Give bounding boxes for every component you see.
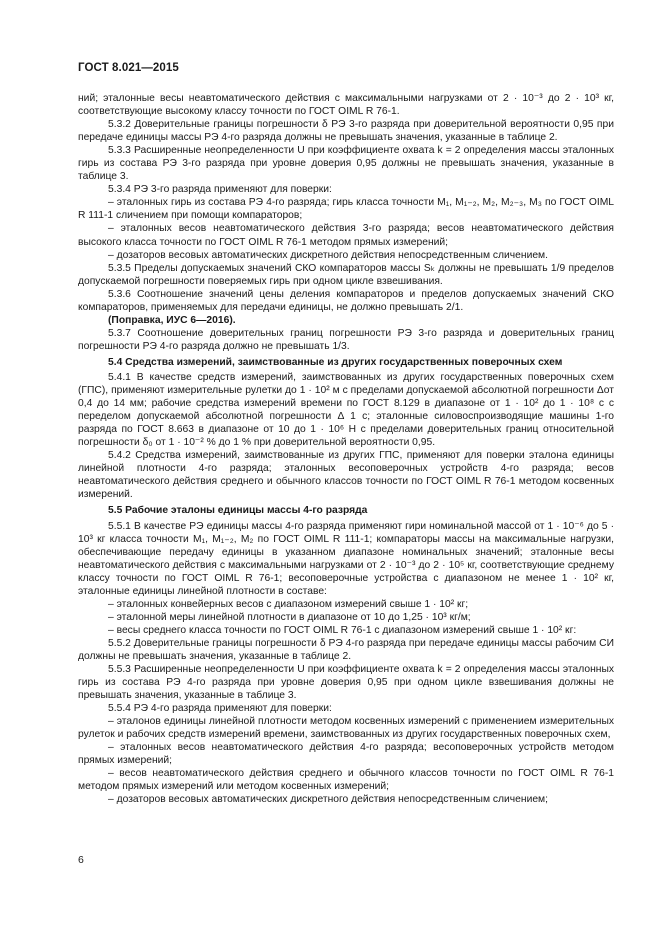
section-heading: 5.5 Рабочие эталоны единицы массы 4-го разряда <box>108 505 368 517</box>
document-header: ГОСТ 8.021—2015 <box>78 62 179 74</box>
paragraph: 5.3.3 Расширенные неопределенности U при коэффициенте охвата k = 2 определения массы эталонных гирь из состава РЭ 3-го разряда при уровне доверия 0,95 должны не превышать значения, указанные в таблице 3. <box>78 145 614 183</box>
paragraph: ний; эталонные весы неавтоматического действия с максимальными нагрузками от 2 · 10⁻³ до 2 · 10³ кг, соответствующие высокому классу точности по ГОСТ OIML R 76-1. <box>78 93 614 118</box>
list-item: – дозаторов весовых автоматических дискретного действия непосредственным сличением; <box>108 794 548 806</box>
list-item: – эталонных гирь из состава РЭ 4-го разряда; гирь класса точности M₁, M₁₋₂, M₂, M₂₋₃, M₃ по ГОСТ OIML R 111-1 сличением при помощи компараторов; <box>78 197 614 222</box>
list-item: – эталонов единицы линейной плотности методом косвенных измерений с применением измерительных рулеток и рабочих средств измерений времени, заимствованных из других государственных поверочных схем, <box>78 716 614 741</box>
paragraph: 5.3.5 Пределы допускаемых значений СКО компараторов массы Sₖ должны не превышать 1/9 пределов допускаемой погрешности поверяемых гирь при одном цикле взвешивания. <box>78 262 614 287</box>
paragraph: 5.5.3 Расширенные неопределенности U при коэффициенте охвата k = 2 определения массы эталонных гирь из состава РЭ 4-го разряда при уровне доверия 0,95 при одном цикле взвешивания должны не превышать значения, указанные в таблице 3. <box>78 664 614 702</box>
paragraph: 5.3.2 Доверительные границы погрешности δ РЭ 3-го разряда при доверительной вероятности 0,95 при передаче единицы массы РЭ 4-го разряда должны не превышать значения, указанные в таблице 2. <box>78 119 614 144</box>
paragraph: 5.3.7 Соотношение доверительных границ погрешности РЭ 3-го разряда и доверительных границ погрешности РЭ 4-го разряда должно не превышать 1/3. <box>78 327 614 352</box>
list-item: – эталонных весов неавтоматического действия 3-го разряда; весов неавтоматического действия высокого класса точности по ГОСТ OIML R 76-1 методом прямых измерений; <box>78 223 614 248</box>
list-item: – весы среднего класса точности по ГОСТ OIML R 76-1 с диапазоном измерений свыше 1 · 10² кг: <box>108 624 577 636</box>
amendment-note: (Поправка, ИУС 6—2016). <box>108 314 236 326</box>
paragraph: 5.4.2 Средства измерений, заимствованные из других ГПС, применяют для поверки эталона единицы линейной плотности 4-го разряда; эталонных весоповерочных устройств 4-го разряда; весов неавтоматического действия среднего и обычного классов точности по ГОСТ OIML R 76-1 методом косвенных измерений. <box>78 450 614 501</box>
page-number: 6 <box>78 854 84 866</box>
document-body <box>78 92 614 807</box>
paragraph: 5.3.6 Соотношение значений цены деления компараторов и пределов допускаемых значений СКО компараторов, применяемых для передачи единицы, не должно превышать 2/1. <box>78 288 614 313</box>
paragraph: 5.4.1 В качестве средств измерений, заимствованных из других государственных поверочных схем (ГПС), применяют измерительные рулетки до 1 · 10² м с пределами допускаемой абсолютной погрешности Δот 0,4 до 14 мм; рабочие средства измерений времени по ГОСТ 8.129 в диапазоне от 1 · 10² до 1 · 10⁸ с с переделом допускаемой абсолютной погрешности Δ 1 с; эталонные силовоспроизводящие машины 1-го разряда по ГОСТ 8.663 в диапазоне от 10 до 1 · 10⁶ Н с пределами доверительных границ относительной погрешности δ₀ от 1 · 10⁻² % до 1 % при доверительной вероятности 0,95. <box>78 371 614 449</box>
paragraph: 5.5.1 В качестве РЭ единицы массы 4-го разряда применяют гири номинальной массой от 1 · 10⁻⁶ до 5 · 10³ кг класса точности M₁, M₁₋₂, M₂ по ГОСТ OIML R 111-1; компараторы массы на максимальные нагрузки, обеспечивающие передачу единицы в указанном диапазоне номинальных значений; эталонные весы неавтоматического действия с максимальными нагрузками от 2 · 10⁻³ до 2 · 10⁵ кг, соответствующие среднему классу точности по ГОСТ OIML R 76-1; весоповерочные устройства с диапазоном не менее 1 · 10² кг, эталонные единицы линейной плотности в составе: <box>78 520 614 597</box>
section-heading: 5.4 Средства измерений, заимствованные из других государственных поверочных схем <box>108 356 563 368</box>
paragraph: 5.3.4 РЭ 3-го разряда применяют для поверки: <box>108 184 332 196</box>
list-item: – дозаторов весовых автоматических дискретного действия непосредственным сличением. <box>108 249 548 261</box>
list-item: – эталонной меры линейной плотности в диапазоне от 10 до 1,25 · 10³ кг/м; <box>108 611 471 623</box>
paragraph: 5.5.4 РЭ 4-го разряда применяют для поверки: <box>108 703 332 715</box>
list-item: – эталонных весов неавтоматического действия 4-го разряда; весоповерочных устройств методом прямых измерений; <box>78 742 614 767</box>
list-item: – эталонных конвейерных весов с диапазоном измерений свыше 1 · 10² кг; <box>108 598 469 610</box>
list-item: – весов неавтоматического действия среднего и обычного классов точности по ГОСТ OIML R 76-1 методом прямых измерений или методом косвенных измерений; <box>78 768 614 793</box>
paragraph: 5.5.2 Доверительные границы погрешности δ РЭ 4-го разряда при передаче единицы массы рабочим СИ должны не превышать значения, указанные в таблице 2. <box>78 637 614 662</box>
